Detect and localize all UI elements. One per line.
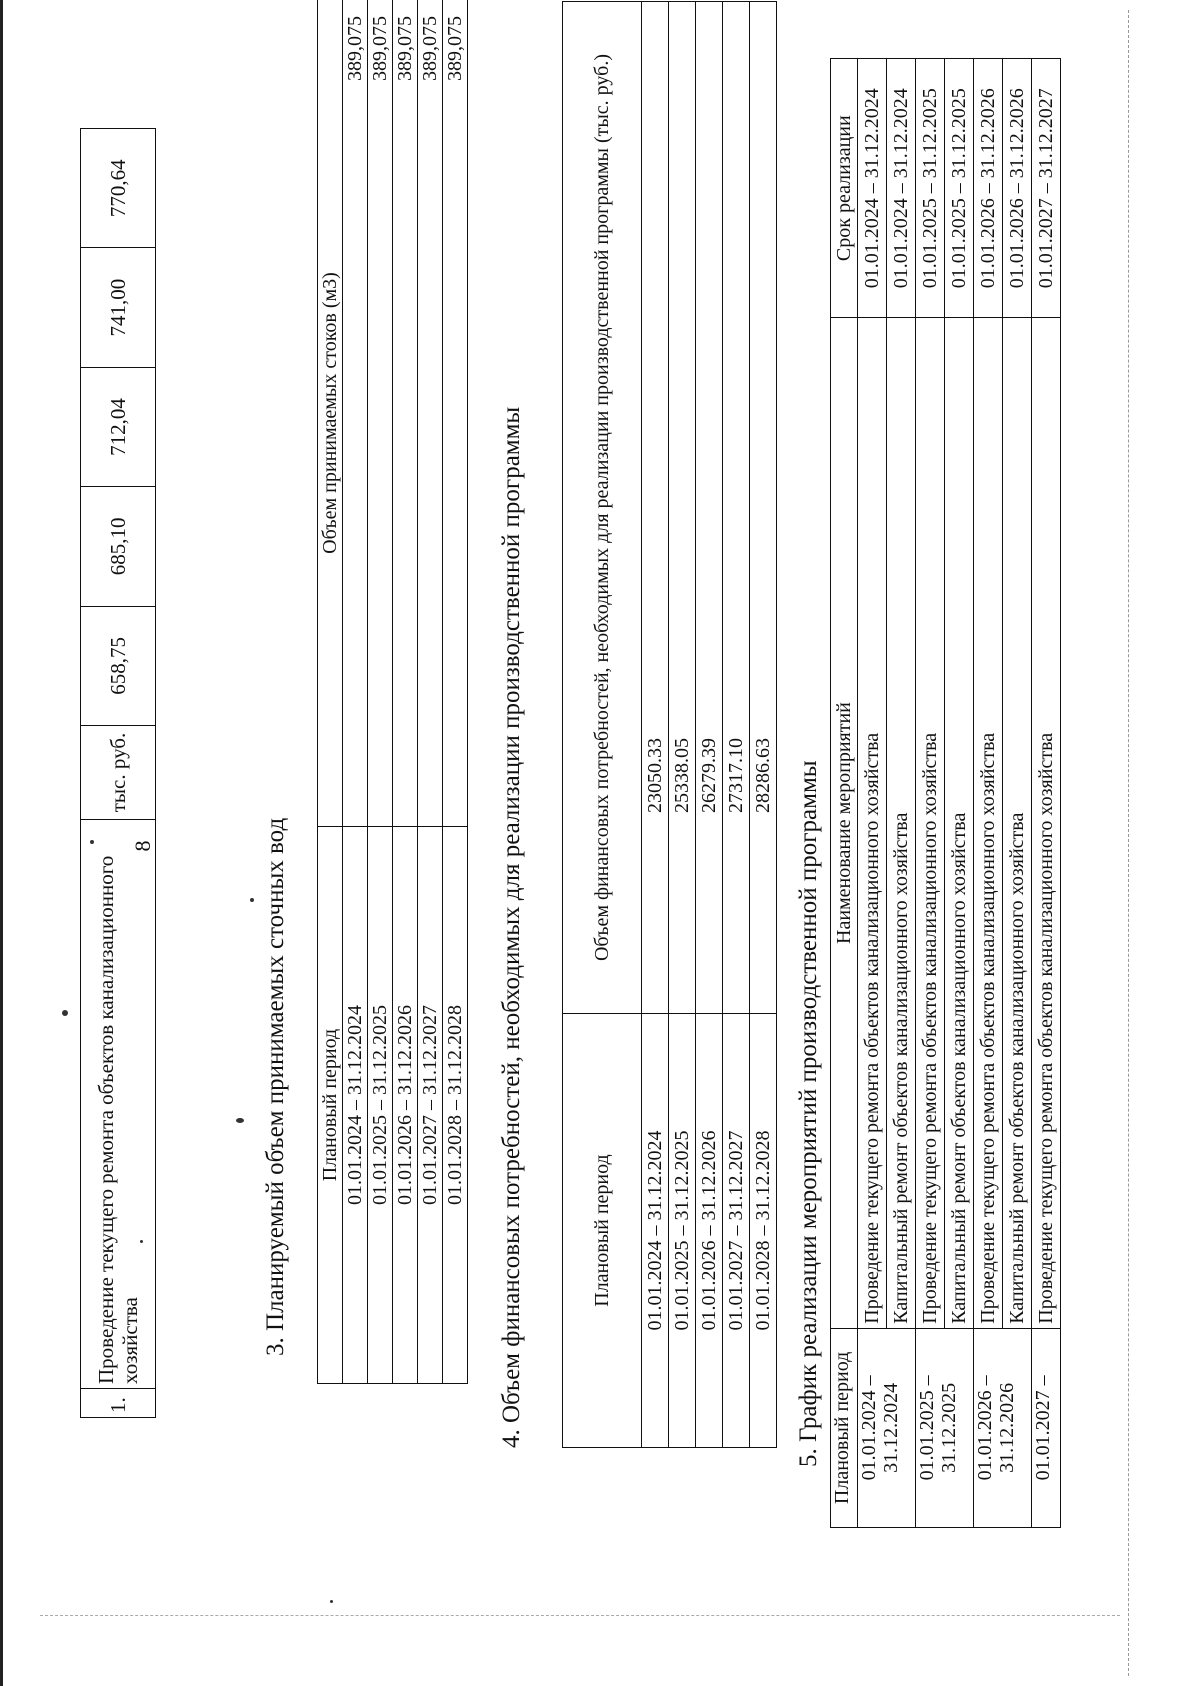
row-value-2025: 685,10 (81, 487, 156, 606)
volume-cell: 389,075 (393, 0, 418, 827)
event-name-cell: Капитальный ремонт объектов канализационного хозяйства (887, 318, 916, 1328)
table-row (368, 0, 393, 1384)
period-cell: 01.01.2026 – 31.12.2026 (696, 1014, 723, 1448)
section-3-title: 3. Планируемый объем принимаемых сточных вод (262, 817, 289, 1356)
table-header-row (831, 59, 858, 1528)
scan-speck (236, 1118, 244, 1123)
header-event-name: Наименование мероприятий (831, 318, 858, 1328)
table-row (974, 59, 1003, 1528)
header-period: Плановый период (831, 1328, 858, 1527)
period-cell: 01.01.2026 – 31.12.2026 (393, 827, 418, 1384)
amount-cell: 28286.63 (750, 2, 777, 1014)
row-value-2028: 770,64 (81, 129, 156, 248)
amount-cell: 26279.39 (696, 2, 723, 1014)
scan-speck (140, 1240, 143, 1243)
header-term: Срок реализации (831, 59, 858, 318)
period-cell: 01.01.2025 – 31.12.2025 (368, 827, 393, 1384)
period-cell: 01.01.2026 – 31.12.2026 (974, 1328, 1032, 1527)
schedule-table (830, 58, 1061, 1528)
period-cell: 01.01.2027 – (1032, 1328, 1061, 1527)
header-financial-volume: Объем финансовых потребностей, необходимых для реализации производственной программы (тыс. руб.) (563, 2, 642, 1014)
table-row (393, 0, 418, 1384)
scan-speck (62, 1010, 68, 1016)
table-row (642, 2, 669, 1448)
table-row (443, 0, 468, 1384)
volume-cell: 389,075 (368, 0, 393, 827)
table-row (343, 0, 368, 1384)
table-row (723, 2, 750, 1448)
header-period: Плановый период (318, 827, 343, 1384)
row-unit: тыс. руб. (81, 726, 156, 820)
term-cell: 01.01.2024 – 31.12.2024 (887, 59, 916, 318)
event-name-cell: Проведение текущего ремонта объектов канализационного хозяйства (916, 318, 945, 1328)
period-cell: 01.01.2028 – 31.12.2028 (750, 1014, 777, 1448)
period-cell: 01.01.2027 – 31.12.2027 (418, 827, 443, 1384)
period-cell: 01.01.2027 – 31.12.2027 (723, 1014, 750, 1448)
table-row (945, 59, 974, 1528)
table-row (916, 59, 945, 1528)
volume-cell: 389,075 (343, 0, 368, 827)
row-number: 1. (81, 1389, 156, 1418)
table-row (81, 129, 156, 1418)
term-cell: 01.01.2025 – 31.12.2025 (945, 59, 974, 318)
amount-cell: 23050.33 (642, 2, 669, 1014)
table-row (887, 59, 916, 1528)
event-name-cell: Проведение текущего ремонта объектов канализационного хозяйства (974, 318, 1003, 1328)
scan-speck (330, 1600, 333, 1603)
scan-speck (250, 898, 254, 902)
program-events-table (80, 128, 156, 1418)
amount-cell: 25338.05 (669, 2, 696, 1014)
row-value-2024: 658,75 (81, 606, 156, 725)
scan-speck (90, 840, 94, 844)
period-cell: 01.01.2024 – 31.12.2024 (642, 1014, 669, 1448)
table-row (418, 0, 443, 1384)
financial-needs-table (562, 1, 777, 1448)
period-cell: 01.01.2025 – 31.12.2025 (916, 1328, 974, 1527)
term-cell: 01.01.2025 – 31.12.2025 (916, 59, 945, 318)
table-row (696, 2, 723, 1448)
term-cell: 01.01.2024 – 31.12.2024 (858, 59, 887, 318)
page-number: 8 (130, 840, 155, 852)
wastewater-volume-table (317, 0, 468, 1384)
table-header-row (318, 0, 343, 1384)
amount-cell: 27317.10 (723, 2, 750, 1014)
event-name-cell: Капитальный ремонт объектов канализационного хозяйства (945, 318, 974, 1328)
section-4-title: 4. Объем финансовых потребностей, необходимых для реализации производственной программы (498, 406, 525, 1448)
table-row (750, 2, 777, 1448)
table-row (1003, 59, 1032, 1528)
row-name: Проведение текущего ремонта объектов канализационного хозяйства (81, 820, 156, 1389)
table-row (669, 2, 696, 1448)
table-row (1032, 59, 1061, 1528)
period-cell: 01.01.2028 – 31.12.2028 (443, 827, 468, 1384)
table-header-row (563, 2, 642, 1448)
event-name-cell: Капитальный ремонт объектов канализационного хозяйства (1003, 318, 1032, 1328)
term-cell: 01.01.2026 – 31.12.2026 (1003, 59, 1032, 318)
row-value-2026: 712,04 (81, 367, 156, 486)
row-value-2027: 741,00 (81, 248, 156, 367)
volume-cell: 389,075 (418, 0, 443, 827)
event-name-cell: Проведение текущего ремонта объектов канализационного хозяйства (1032, 318, 1061, 1328)
period-cell: 01.01.2024 – 31.12.2024 (858, 1328, 916, 1527)
volume-cell: 389,075 (443, 0, 468, 827)
header-period: Плановый период (563, 1014, 642, 1448)
term-cell: 01.01.2027 – 31.12.2027 (1032, 59, 1061, 318)
term-cell: 01.01.2026 – 31.12.2026 (974, 59, 1003, 318)
period-cell: 01.01.2025 – 31.12.2025 (669, 1014, 696, 1448)
header-volume: Объем принимаемых стоков (м3) (318, 0, 343, 827)
table-row (858, 59, 887, 1528)
period-cell: 01.01.2024 – 31.12.2024 (343, 827, 368, 1384)
section-5-title: 5. График реализации мероприятий производственной программы (795, 760, 822, 1467)
event-name-cell: Проведение текущего ремонта объектов канализационного хозяйства (858, 318, 887, 1328)
